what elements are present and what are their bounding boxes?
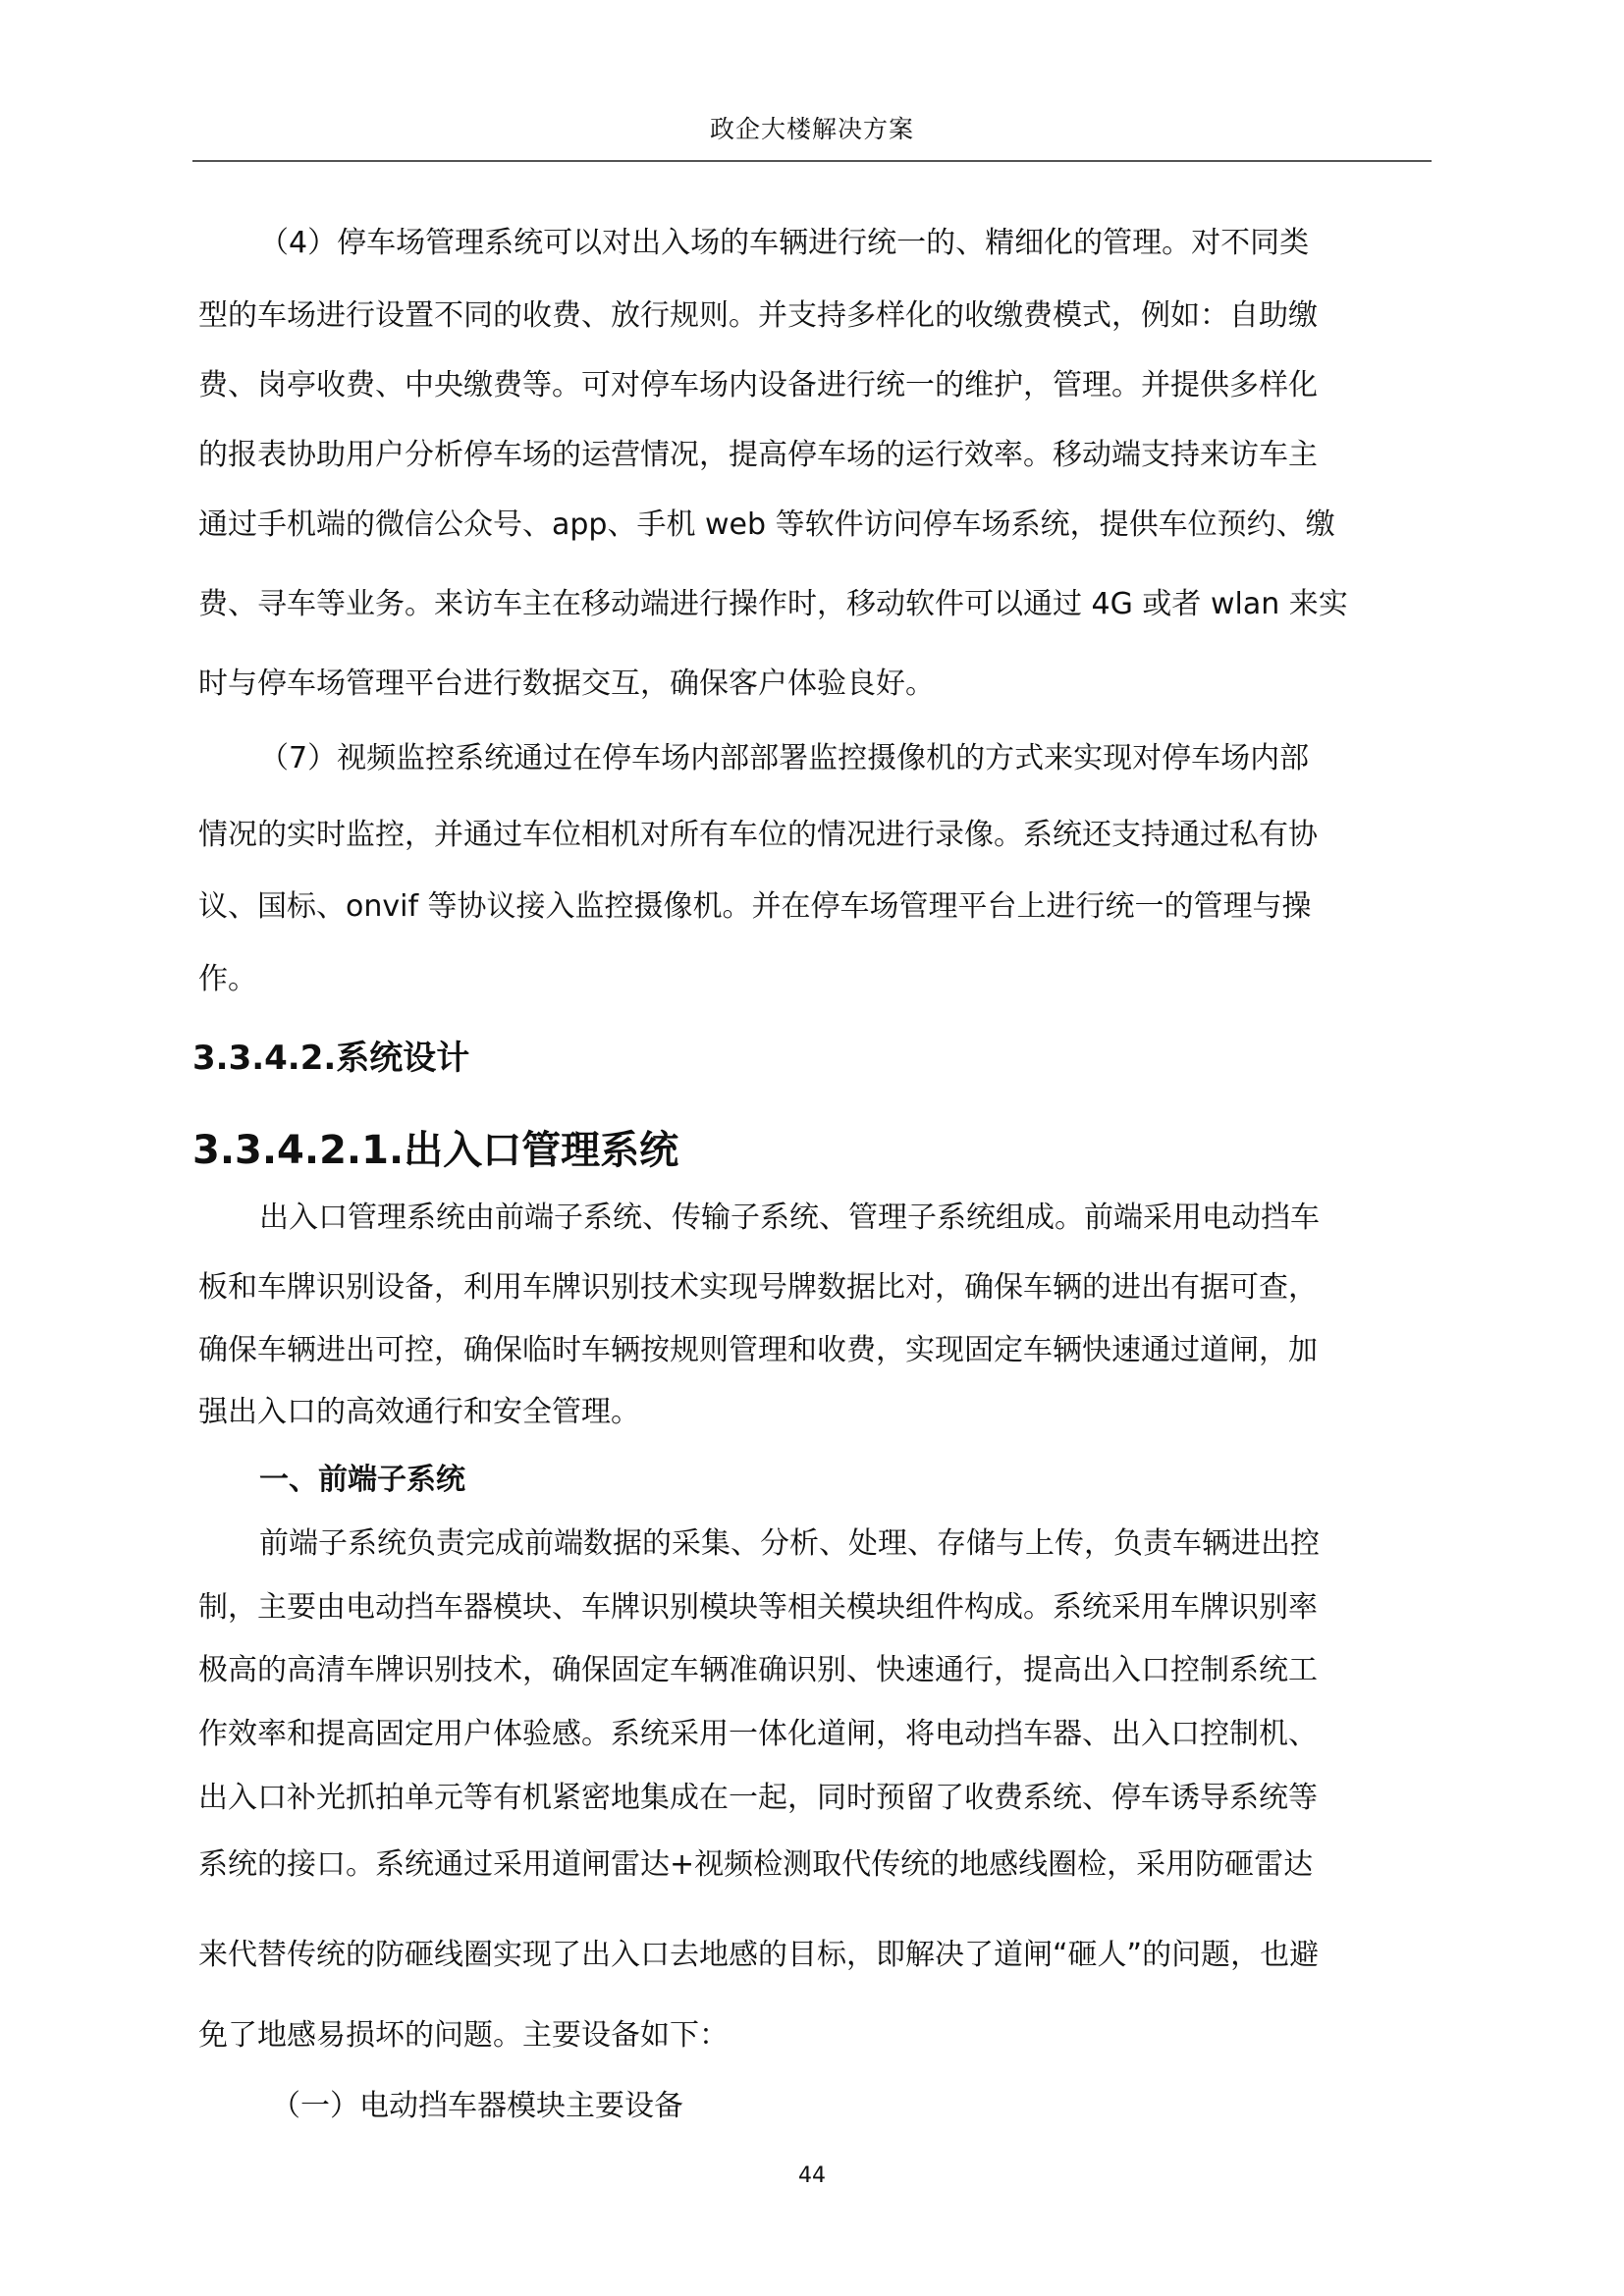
paragraph-4-line-6: 费、寻车等业务。来访车主在移动端进行操作时，移动软件可以通过 4G 或者 wlan 来实	[198, 587, 1348, 621]
front-line-6: 系统的接口。系统通过采用道闸雷达+视频检测取代传统的地感线圈检，采用防砸雷达	[198, 1847, 1314, 1882]
paragraph-4-line-5: 通过手机端的微信公众号、app、手机 web 等软件访问停车场系统，提供车位预约、缴	[198, 507, 1335, 542]
paragraph-7-line-2: 情况的实时监控，并通过车位相机对所有车位的情况进行录像。系统还支持通过私有协	[198, 818, 1318, 852]
front-line-1: 前端子系统负责完成前端数据的采集、分析、处理、存储与上传，负责车辆进出控	[259, 1526, 1320, 1561]
intro-line-4: 强出入口的高效通行和安全管理。	[198, 1395, 640, 1429]
paragraph-4-line-3: 费、岗亭收费、中央缴费等。可对停车场内设备进行统一的维护，管理。并提供多样化	[198, 368, 1318, 402]
header-divider	[192, 160, 1432, 162]
section-heading-3342: 3.3.4.2.系统设计	[192, 1039, 470, 1078]
section-heading-33421: 3.3.4.2.1.出入口管理系统	[192, 1128, 679, 1173]
front-line-3: 极高的高清车牌识别技术，确保固定车辆准确识别、快速通行，提高出入口控制系统工	[198, 1653, 1318, 1687]
paragraph-4-line-4: 的报表协助用户分析停车场的运营情况，提高停车场的运行效率。移动端支持来访车主	[198, 438, 1318, 472]
front-line-7: 来代替传统的防砸线圈实现了出入口去地感的目标，即解决了道闸“砸人”的问题，也避	[198, 1938, 1320, 1972]
page-header-title: 政企大楼解决方案	[709, 115, 914, 143]
paragraph-7-line-4: 作。	[198, 962, 257, 996]
paragraph-4-line-7: 时与停车场管理平台进行数据交互，确保客户体验良好。	[198, 667, 935, 701]
subheading-gate-module: （一）电动挡车器模块主要设备	[271, 2089, 683, 2123]
intro-line-1: 出入口管理系统由前端子系统、传输子系统、管理子系统组成。前端采用电动挡车	[259, 1201, 1320, 1235]
front-line-2: 制，主要由电动挡车器模块、车牌识别模块等相关模块组件构成。系统采用车牌识别率	[198, 1590, 1318, 1625]
page-number: 44	[798, 2163, 826, 2188]
paragraph-4-line-2: 型的车场进行设置不同的收费、放行规则。并支持多样化的收缴费模式，例如：自助缴	[198, 298, 1318, 333]
subheading-front-subsystem: 一、前端子系统	[259, 1463, 465, 1497]
paragraph-4-line-1: （4）停车场管理系统可以对出入场的车辆进行统一的、精细化的管理。对不同类	[259, 226, 1310, 260]
paragraph-7-line-1: （7）视频监控系统通过在停车场内部部署监控摄像机的方式来实现对停车场内部	[259, 741, 1310, 775]
intro-line-3: 确保车辆进出可控，确保临时车辆按规则管理和收费，实现固定车辆快速通过道闸，加	[198, 1333, 1318, 1367]
front-line-5: 出入口补光抓拍单元等有机紧密地集成在一起，同时预留了收费系统、停车诱导系统等	[198, 1781, 1318, 1815]
front-line-8: 免了地感易损坏的问题。主要设备如下：	[198, 2018, 729, 2053]
front-line-4: 作效率和提高固定用户体验感。系统采用一体化道闸，将电动挡车器、出入口控制机、	[198, 1717, 1318, 1751]
intro-line-2: 板和车牌识别设备，利用车牌识别技术实现号牌数据比对，确保车辆的进出有据可查，	[198, 1270, 1318, 1305]
paragraph-7-line-3: 议、国标、onvif 等协议接入监控摄像机。并在停车场管理平台上进行统一的管理与操	[198, 889, 1312, 924]
